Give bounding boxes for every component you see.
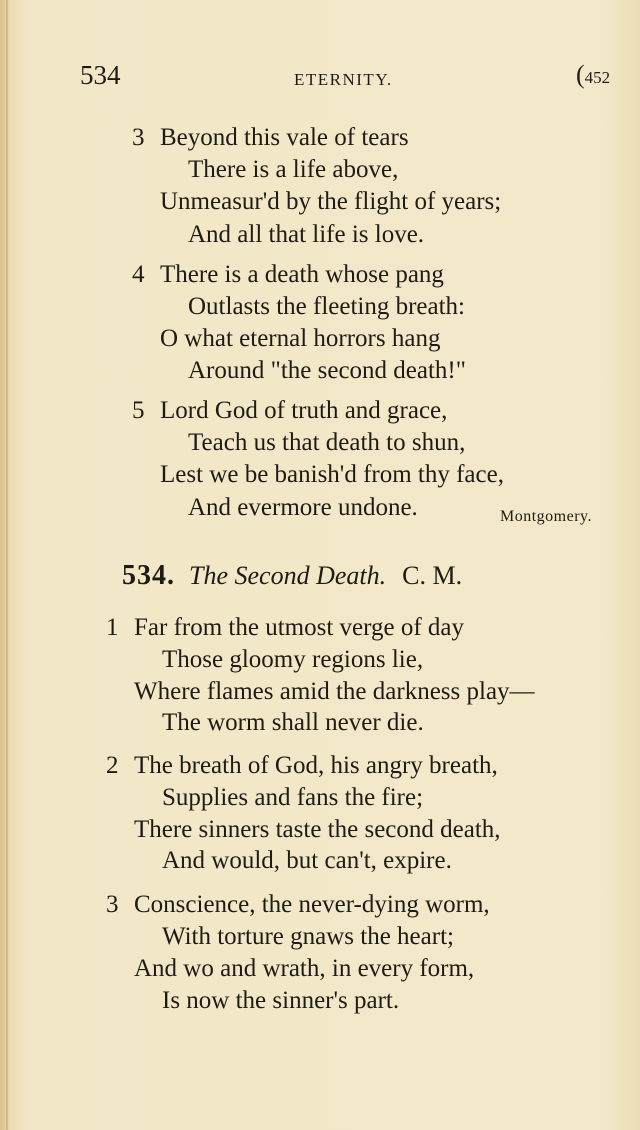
verse-line: There is a death whose pang — [160, 261, 444, 288]
verse-line: O what eternal horrors hang — [160, 325, 441, 352]
verse-line: And wo and wrath, in every form, — [134, 955, 475, 982]
verse-line: Lest we be banish'd from thy face, — [160, 461, 504, 488]
verse-line: Those gloomy regions lie, — [162, 646, 424, 673]
page-gutter-edge — [6, 0, 8, 1130]
verse-line: And evermore undone. — [188, 494, 418, 521]
stanza-number: 2 — [106, 752, 119, 779]
stanza-number: 5 — [132, 397, 145, 424]
verse-line: Supplies and fans the fire; — [162, 784, 424, 811]
page-number: 534 — [80, 60, 121, 90]
verse-line: The breath of God, his angry breath, — [134, 752, 498, 779]
verse-line: Outlasts the fleeting breath: — [188, 293, 466, 320]
running-title: ETERNITY. — [294, 70, 393, 89]
hymn-title: The Second Death. — [189, 561, 387, 590]
verse-line: There sinners taste the second death, — [134, 816, 501, 843]
verse-line: The worm shall never die. — [162, 709, 424, 736]
verse-line: And all that life is love. — [188, 221, 425, 248]
verse-line: Where flames amid the darkness play— — [134, 678, 535, 705]
hymn-ref-bracket: ( — [576, 60, 585, 89]
hymn-heading — [122, 560, 462, 592]
page-header — [0, 60, 640, 96]
verse-line: Is now the sinner's part. — [162, 987, 400, 1014]
hymn-meter: C. M. — [402, 561, 463, 590]
hymn-ref-number: 452 — [584, 68, 611, 87]
verse-line: There is a life above, — [188, 156, 399, 183]
hymn-number: 534. — [122, 560, 175, 591]
stanza-number: 3 — [106, 891, 119, 918]
stanza-number: 1 — [106, 614, 119, 641]
hymn-author: Montgomery. — [500, 508, 593, 525]
verse-line: With torture gnaws the heart; — [162, 923, 454, 950]
verse-line: Unmeasur'd by the flight of years; — [160, 188, 502, 215]
verse-line: Conscience, the never-dying worm, — [134, 891, 490, 918]
stanza-number: 3 — [132, 124, 145, 151]
verse-line: Lord God of truth and grace, — [160, 397, 448, 424]
verse-line: Beyond this vale of tears — [160, 124, 409, 151]
verse-line: Teach us that death to shun, — [188, 429, 466, 456]
verse-line: Around "the second death!" — [188, 357, 466, 384]
hymn-reference — [576, 60, 610, 90]
verse-line: And would, but can't, expire. — [162, 847, 452, 874]
stanza-number: 4 — [132, 261, 145, 288]
verse-line: Far from the utmost verge of day — [134, 614, 465, 641]
